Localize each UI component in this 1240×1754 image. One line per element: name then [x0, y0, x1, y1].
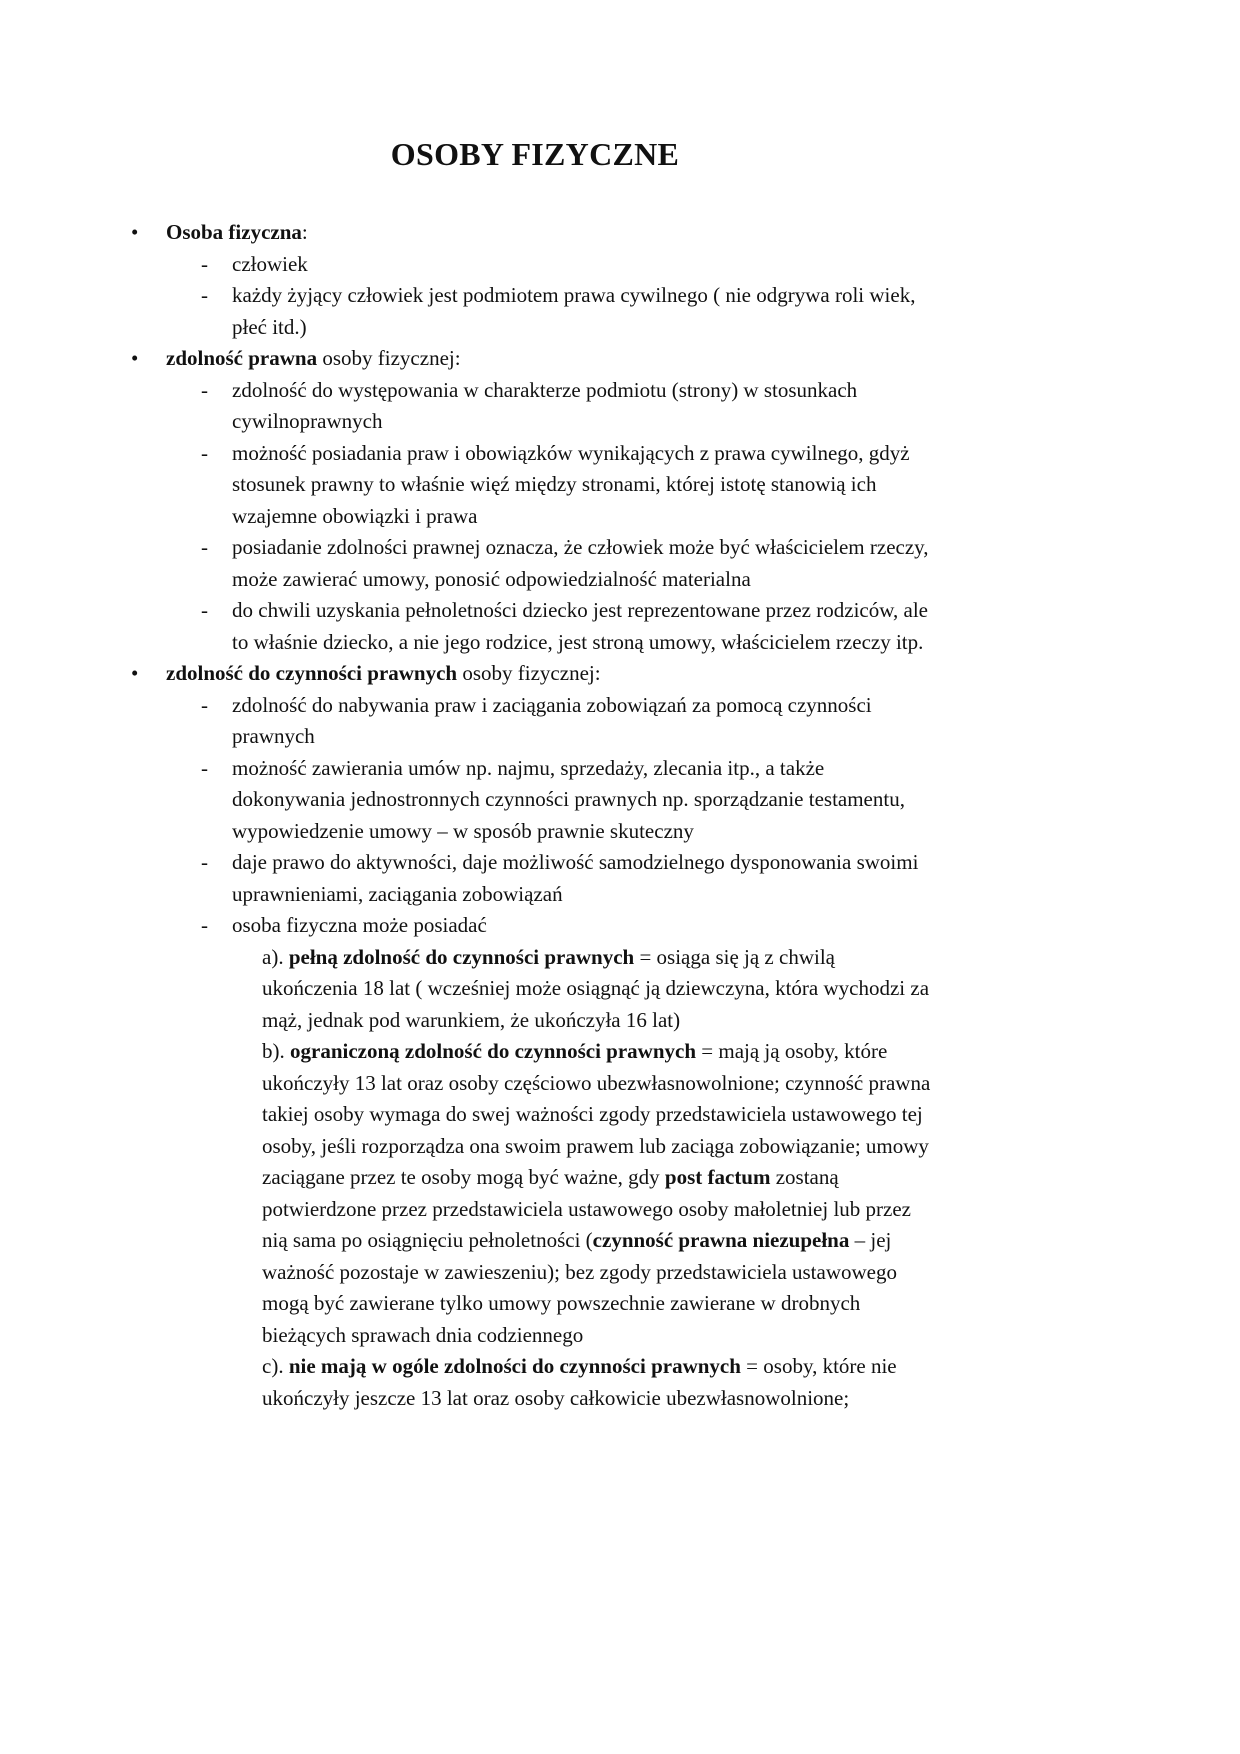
text-run: zdolność do nabywania praw i zaciągania zobowiązań za pomocą czynności	[232, 692, 872, 717]
text-line	[166, 344, 461, 372]
text-line	[262, 1069, 930, 1097]
bold-term: nie mają w ogóle zdolności do czynności prawnych	[288, 1354, 741, 1378]
text-line	[262, 1037, 887, 1065]
bold-term: post factum	[664, 1165, 771, 1189]
text-run: = osiąga się ją z chwilą	[634, 944, 835, 969]
text-line	[262, 1195, 911, 1223]
text-line	[232, 911, 487, 939]
text-run: zdolność do występowania w charakterze podmiotu (strony) w stosunkach	[232, 377, 858, 402]
text-run: możność posiadania praw i obowiązków wynikających z prawa cywilnego, gdyż	[232, 440, 910, 465]
text-run: bieżących sprawach dnia codziennego	[262, 1322, 584, 1347]
dash-marker: -	[201, 850, 208, 874]
text-line	[232, 313, 307, 341]
text-line	[262, 1384, 849, 1412]
text-run: b).	[262, 1039, 290, 1063]
text-run: prawnych	[232, 724, 315, 748]
bold-term: czynność prawna niezupełna	[592, 1228, 850, 1252]
dash-marker: -	[201, 251, 208, 276]
text-run: posiadanie zdolności prawnej oznacza, że człowiek może być właścicielem rzeczy,	[232, 535, 929, 559]
text-line	[232, 596, 928, 624]
text-run: a).	[262, 944, 289, 969]
bold-term: ograniczoną zdolność do czynności prawnych	[290, 1039, 697, 1063]
text-run: potwierdzone przez przedstawiciela ustawowego osoby małoletniej lub przez	[262, 1196, 912, 1221]
text-line	[232, 628, 923, 656]
text-run: możność zawierania umów np. najmu, sprzedaży, zlecania itp., a także	[232, 755, 825, 780]
text-line	[232, 250, 308, 278]
text-run: – jej	[849, 1228, 892, 1252]
text-run: nią sama po osiągnięciu pełnoletności (	[262, 1228, 593, 1252]
text-run: mogą być zawierane tylko umowy powszechnie zawierane w drobnych	[262, 1291, 861, 1315]
text-run: wypowiedzenie umowy – w sposób prawnie skuteczny	[232, 818, 694, 843]
text-run: ukończyły jeszcze 13 lat oraz osoby całkowicie ubezwłasnowolnione;	[262, 1385, 850, 1410]
dash-marker: -	[201, 755, 208, 780]
text-line	[232, 848, 918, 876]
text-line	[232, 817, 694, 845]
text-run: płeć itd.)	[232, 314, 307, 339]
text-run: zostaną	[770, 1165, 839, 1189]
text-line	[232, 722, 315, 750]
dash-marker: -	[201, 440, 208, 465]
text-line	[232, 376, 857, 404]
text-line	[232, 281, 915, 309]
text-line	[232, 407, 382, 435]
bullet-icon: •	[131, 346, 139, 370]
text-run: stosunek prawny to właśnie więź między stronami, której istotę stanowią ich	[232, 472, 877, 496]
bullet-icon: •	[131, 661, 139, 685]
text-run: to właśnie dziecko, a nie jego rodzice, jest stroną umowy, właścicielem rzeczy itp.	[232, 629, 924, 654]
text-line	[262, 1352, 897, 1380]
text-run: osoby fizycznej:	[457, 661, 601, 685]
text-run: każdy żyjący człowiek jest podmiotem prawa cywilnego ( nie odgrywa roli wiek,	[232, 283, 916, 307]
bold-term: pełną zdolność do czynności prawnych	[288, 944, 635, 969]
text-line	[166, 218, 308, 246]
text-line	[262, 1006, 680, 1034]
text-run: c).	[262, 1354, 289, 1378]
text-line	[232, 565, 751, 593]
text-run: osoby, jeśli rozporządza ona swoim prawem lub zaciąga zobowiązanie; umowy	[262, 1133, 929, 1158]
text-run: może zawierać umowy, ponosić odpowiedzialność materialna	[232, 566, 751, 591]
text-run: zaciągane przez te osoby mogą być ważne, gdy	[262, 1165, 665, 1189]
text-run: uprawnieniami, zaciągania zobowiązań	[232, 881, 563, 906]
page-title: OSOBY FIZYCZNE	[390, 136, 680, 172]
text-line	[262, 1226, 891, 1254]
text-run: daje prawo do aktywności, daje możliwość samodzielnego dysponowania swoimi	[232, 850, 919, 874]
text-line	[262, 943, 835, 971]
text-line	[232, 533, 929, 561]
text-run: człowiek	[232, 251, 308, 276]
text-line	[232, 439, 910, 467]
text-run: = osoby, które nie	[740, 1354, 897, 1378]
text-line	[262, 1289, 860, 1317]
text-line	[262, 1132, 929, 1160]
text-run: ważność pozostaje w zawieszeniu); bez zgody przedstawiciela ustawowego	[262, 1259, 897, 1284]
text-line	[262, 1100, 923, 1128]
text-run: = mają ją osoby, które	[696, 1039, 888, 1063]
text-line	[232, 880, 563, 908]
text-run: :	[301, 220, 308, 244]
dash-marker: -	[201, 535, 208, 559]
text-line	[232, 502, 477, 530]
text-line	[232, 470, 876, 498]
text-run: takiej osoby wymaga do swej ważności zgody przedstawiciela ustawowego tej	[262, 1102, 923, 1126]
text-line	[166, 659, 601, 687]
text-run: wzajemne obowiązki i prawa	[232, 503, 478, 528]
bold-term: Osoba fizyczna	[166, 220, 302, 244]
bold-term: zdolność prawna	[166, 346, 318, 370]
text-line	[262, 1321, 583, 1349]
text-line	[232, 691, 872, 719]
dash-marker: -	[201, 913, 208, 937]
text-run: cywilnoprawnych	[232, 409, 383, 433]
text-line	[232, 754, 824, 782]
text-run: ukończenia 18 lat ( wcześniej może osiągnąć ją dziewczyna, która wychodzi za	[262, 976, 930, 1000]
text-run: osoba fizyczna może posiadać	[232, 913, 487, 937]
text-line	[262, 1258, 897, 1286]
text-run: osoby fizycznej:	[317, 346, 461, 370]
text-run: do chwili uzyskania pełnoletności dziecko jest reprezentowane przez rodziców, ale	[232, 598, 929, 622]
text-run: dokonywania jednostronnych czynności prawnych np. sporządzanie testamentu,	[232, 787, 905, 811]
dash-marker: -	[201, 377, 208, 402]
dash-marker: -	[201, 283, 208, 307]
bold-term: zdolność do czynności prawnych	[166, 661, 458, 685]
dash-marker: -	[201, 692, 208, 717]
text-line	[262, 1163, 839, 1191]
text-run: mąż, jednak pod warunkiem, że ukończyła 16 lat)	[262, 1007, 681, 1032]
text-run: ukończyły 13 lat oraz osoby częściowo ubezwłasnowolnione; czynność prawna	[262, 1070, 931, 1095]
dash-marker: -	[201, 598, 208, 622]
text-line	[232, 785, 905, 813]
text-line	[262, 974, 929, 1002]
bullet-icon: •	[131, 220, 139, 244]
